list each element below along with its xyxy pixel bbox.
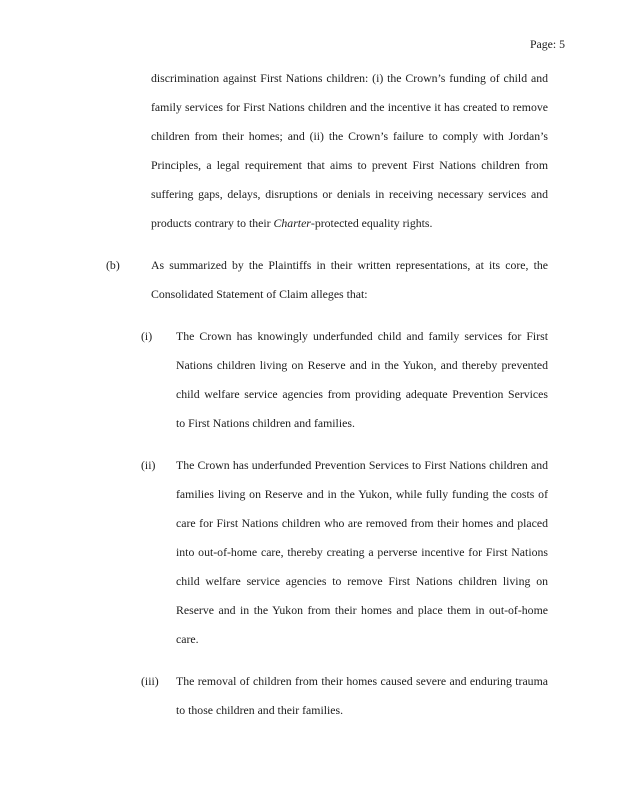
paragraph-b <box>106 251 548 309</box>
text-run: care for First Nations children who are removed from their homes and placed <box>176 516 548 530</box>
text-line <box>151 280 548 309</box>
text-line <box>176 509 548 538</box>
list-marker: (b) <box>106 258 120 272</box>
text-run: products contrary to their <box>151 216 274 230</box>
text-run: child welfare service agencies to remove First Nations children living on <box>176 574 548 588</box>
subparagraph-i <box>141 322 548 438</box>
text-run: The Crown has knowingly underfunded child and family services for First <box>176 329 548 343</box>
text-line <box>176 538 548 567</box>
text-line <box>151 151 548 180</box>
text-line <box>176 480 548 509</box>
text-line <box>151 64 548 93</box>
italic-text-run: Charter <box>273 216 311 230</box>
text-run: care. <box>176 632 199 646</box>
text-line <box>176 351 548 380</box>
paragraph-continuation <box>151 64 548 238</box>
text-run: Principles, a legal requirement that aims to prevent First Nations children from <box>151 158 548 172</box>
text-line <box>176 409 548 438</box>
text-run: The Crown has underfunded Prevention Services to First Nations children and <box>176 458 548 472</box>
text-line <box>176 567 548 596</box>
text-run: to those children and their families. <box>176 703 344 717</box>
text-line <box>176 380 548 409</box>
text-run: The removal of children from their homes caused severe and enduring trauma <box>176 674 548 688</box>
text-run: As summarized by the Plaintiffs in their written representations, at its core, the <box>151 258 548 272</box>
text-line <box>151 93 548 122</box>
text-line <box>176 667 548 696</box>
subparagraph-ii <box>141 451 548 654</box>
text-line <box>176 451 548 480</box>
text-run: child welfare service agencies from providing adequate Prevention Services <box>176 387 548 401</box>
text-line <box>151 251 548 280</box>
text-run: family services for First Nations children and the incentive it has created to remove <box>151 100 548 114</box>
text-run: suffering gaps, delays, disruptions or denials in receiving necessary services and <box>151 187 548 201</box>
text-line <box>151 180 548 209</box>
text-run: children from their homes; and (ii) the Crown’s failure to comply with Jordan’s <box>151 129 548 143</box>
text-line <box>176 625 548 654</box>
text-run: families living on Reserve and in the Yukon, while fully funding the costs of <box>176 487 548 501</box>
text-line <box>151 209 548 238</box>
text-run: -protected equality rights. <box>310 216 433 230</box>
text-line <box>176 596 548 625</box>
text-run: Nations children living on Reserve and in the Yukon, and thereby prevented <box>176 358 548 372</box>
text-run: discrimination against First Nations children: (i) the Crown’s funding of child and <box>151 71 548 85</box>
list-marker: (ii) <box>141 458 156 472</box>
text-run: into out-of-home care, thereby creating a perverse incentive for First Nations <box>176 545 548 559</box>
text-run: to First Nations children and families. <box>176 416 355 430</box>
text-line <box>151 122 548 151</box>
text-line <box>176 322 548 351</box>
text-run: Consolidated Statement of Claim alleges that: <box>151 287 368 301</box>
list-marker: (i) <box>141 329 153 343</box>
page-number-header: Page: 5 <box>529 37 565 51</box>
subparagraph-iii <box>141 667 548 725</box>
text-run: Reserve and in the Yukon from their homes and place them in out-of-home <box>176 603 548 617</box>
text-line <box>176 696 548 725</box>
document-body <box>106 64 548 738</box>
list-marker: (iii) <box>141 674 159 688</box>
